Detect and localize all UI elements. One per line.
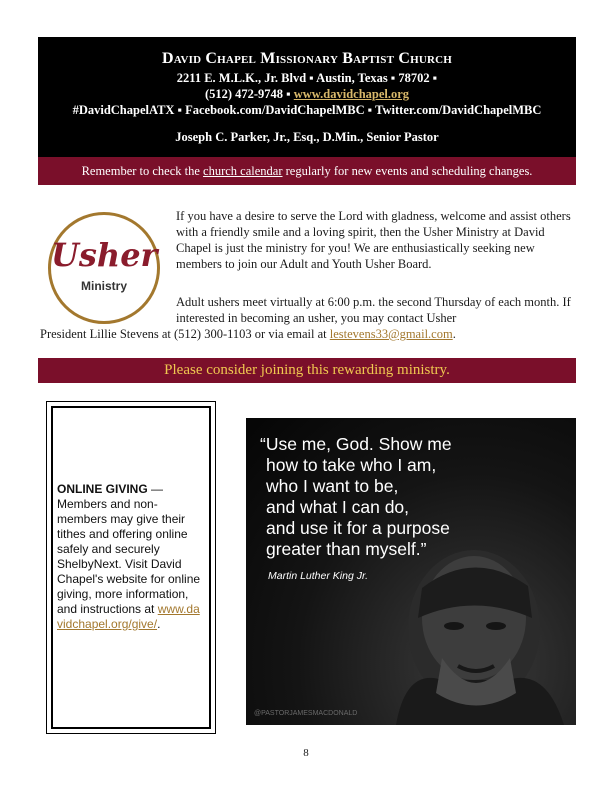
mlk-quote-image [246,418,576,725]
quote-attribution: Martin Luther King Jr. [268,570,368,582]
quote-line: “Use me, God. Show me [260,434,452,454]
meeting-paragraph: Adult ushers meet virtually at 6:00 p.m. the second Thursday of each month. If interested in becoming an usher, you may contact Usher [176,295,571,325]
join-banner: Please consider joining this rewarding ministry. [38,358,576,383]
church-phone: (512) 472-9748 [204,87,284,101]
contact-end: . [452,327,456,341]
website-link[interactable]: www.davidchapel.org [293,87,410,101]
church-name: David Chapel Missionary Baptist Church [161,50,453,67]
logo-subword: Ministry [80,279,127,293]
quote-line: and use it for a purpose [266,518,450,538]
contact-paragraph [40,326,580,342]
email-link[interactable]: lestevens33@gmail.com [329,327,453,341]
church-address: 2211 E. M.L.K., Jr. Blvd ▪ Austin, Texas ▪ 78702 ▪ [176,71,438,85]
church-header [38,37,576,157]
image-watermark: @PASTORJAMESMACDONALD [254,710,358,717]
quote-text [260,434,560,560]
logo-word: Usher [51,236,158,274]
giving-dash: — [147,482,164,496]
giving-body: Members and non-members may give their tithes and offering online safely and securely ShelbyNext. Visit David Chapel's website for online giving, more information, and instructions at [57,497,201,616]
quote-line: how to take who I am, [266,455,437,475]
senior-pastor: Joseph C. Parker, Jr., Esq., D.Min., Senior Pastor [175,130,439,144]
giving-title: ONLINE GIVING [57,482,148,496]
online-giving-box [46,401,216,734]
church-calendar-link[interactable]: church calendar [203,164,283,178]
giving-link[interactable]: www.davidchapel.org/give/ [57,602,200,631]
quote-line: and what I can do, [266,497,410,517]
calendar-banner-before: Remember to check the [81,164,204,178]
usher-ministry-logo [48,212,160,324]
calendar-banner-after: regularly for new events and scheduling changes. [282,164,533,178]
online-giving-text [57,482,205,632]
contact-text: President Lillie Stevens at (512) 300-1103 or via email at [40,327,330,341]
calendar-banner [38,157,576,185]
intro-paragraph: If you have a desire to serve the Lord with gladness, welcome and assist others with a friendly smile and a loving spirit, then the Usher Ministry at David Chapel is just the ministry for you! We are enthusiastically seeking new members to join our Adult and Youth Usher Board. [176,209,571,271]
contact-line [38,86,576,102]
giving-end: . [157,617,161,631]
social-links: #DavidChapelATX ▪ Facebook.com/DavidChapelMBC ▪ Twitter.com/DavidChapelMBC [72,103,542,117]
quote-line: greater than myself.” [266,539,427,559]
quote-line: who I want to be, [266,476,399,496]
separator: ▪ [286,87,291,101]
page-number: 8 [303,747,309,759]
